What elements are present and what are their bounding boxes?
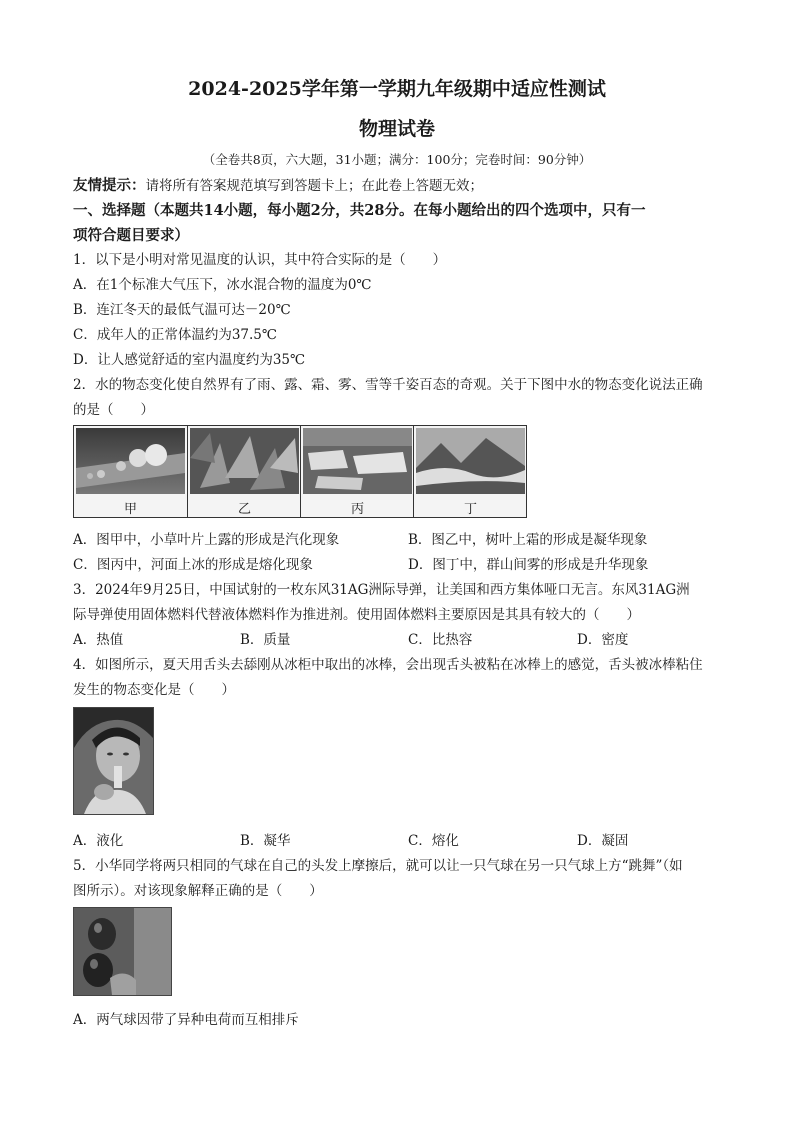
q1-option-b: B．连江冬天的最低气温可达－20℃: [73, 302, 291, 318]
q2-option-a: A．图甲中，小草叶片上露的形成是汽化现象: [73, 532, 340, 548]
figure-panel-yi: [187, 426, 301, 517]
section-heading-cont: 项符合题目要求）: [73, 227, 189, 244]
q3-option-b: B．质量: [240, 632, 291, 648]
q1-option-c: C．成年人的正常体温约为37.5℃: [73, 327, 277, 343]
q4-option-a: A．液化: [73, 833, 124, 849]
girl-licking-popsicle-image: [73, 707, 154, 815]
q3-stem: 3．2024年9月25日，中国试射的一枚东风31AG洲际导弹，让美国和西方集体哑口无言。东风31AG洲: [73, 582, 690, 598]
q2-stem: 2．水的物态变化使自然界有了雨、露、霜、雾、雪等千姿百态的奇观。关于下图中水的物态变化说法正确: [73, 377, 703, 393]
mountain-fog-image: [416, 428, 525, 494]
exam-info: （全卷共8页，六大题，31小题；满分：100分；完卷时间：90分钟）: [202, 152, 592, 167]
q1-option-d: D．让人感觉舒适的室内温度约为35℃: [73, 352, 306, 368]
q1-option-a: A．在1个标准大气压下，冰水混合物的温度为0℃: [73, 277, 372, 293]
q4-option-c: C．熔化: [408, 833, 459, 849]
q2-option-b: B．图乙中，树叶上霜的形成是凝华现象: [408, 532, 648, 548]
q5-option-a: A．两气球因带了异种电荷而互相排斥: [73, 1012, 299, 1028]
q4-option-d: D．凝固: [577, 833, 629, 849]
label-yi: 乙: [237, 502, 251, 517]
section-heading: 一、选择题（本题共14小题，每小题2分，共28分。在每小题给出的四个选项中，只有一: [73, 202, 646, 219]
q3-stem-cont: 际导弹使用固体燃料代替液体燃料作为推进剂。使用固体燃料主要原因是其具有较大的（ ）: [73, 607, 640, 623]
q2-figure: [73, 425, 527, 518]
notice: [73, 174, 483, 195]
label-ding: 丁: [463, 502, 477, 517]
q2-stem-cont: 的是（ ）: [73, 402, 154, 418]
floating-balloons-image: [73, 907, 172, 996]
label-jia: 甲: [123, 502, 137, 517]
q5-stem: 5．小华同学将两只相同的气球在自己的头发上摩擦后，就可以让一只气球在另一只气球上方“跳舞”（如: [73, 858, 683, 874]
exam-subject: 物理试卷: [358, 118, 435, 140]
label-bing: 丙: [350, 502, 364, 517]
exam-title: 2024-2025学年第一学期九年级期中适应性测试: [188, 78, 606, 100]
q1-stem: 1．以下是小明对常见温度的认识，其中符合实际的是（ ）: [73, 252, 447, 268]
q4-stem: 4．如图所示，夏天用舌头去舔刚从冰柜中取出的冰棒，会出现舌头被粘在冰棒上的感觉，舌头被冰棒粘住: [73, 657, 703, 673]
q2-option-c: C．图丙中，河面上冰的形成是熔化现象: [73, 557, 313, 573]
q2-option-d: D．图丁中，群山间雾的形成是升华现象: [408, 557, 649, 573]
frost-on-leaves-image: [190, 428, 299, 494]
q3-option-a: A．热值: [73, 632, 124, 648]
q3-option-d: D．密度: [577, 632, 629, 648]
notice-label: 友情提示：: [73, 177, 146, 194]
q4-option-b: B．凝华: [240, 833, 291, 849]
q5-stem-cont: 图所示）。对该现象解释正确的是（ ）: [73, 883, 323, 899]
figure-panel-jia: [74, 426, 187, 517]
q4-stem-cont: 发生的物态变化是（ ）: [73, 682, 235, 698]
river-ice-image: [303, 428, 412, 494]
notice-text: 请将所有答案规范填写到答题卡上；在此卷上答题无效；: [145, 178, 483, 194]
q3-option-c: C．比热容: [408, 632, 473, 648]
dew-on-grass-image: [76, 428, 185, 494]
figure-panel-ding: [413, 426, 527, 517]
figure-panel-bing: [300, 426, 414, 517]
